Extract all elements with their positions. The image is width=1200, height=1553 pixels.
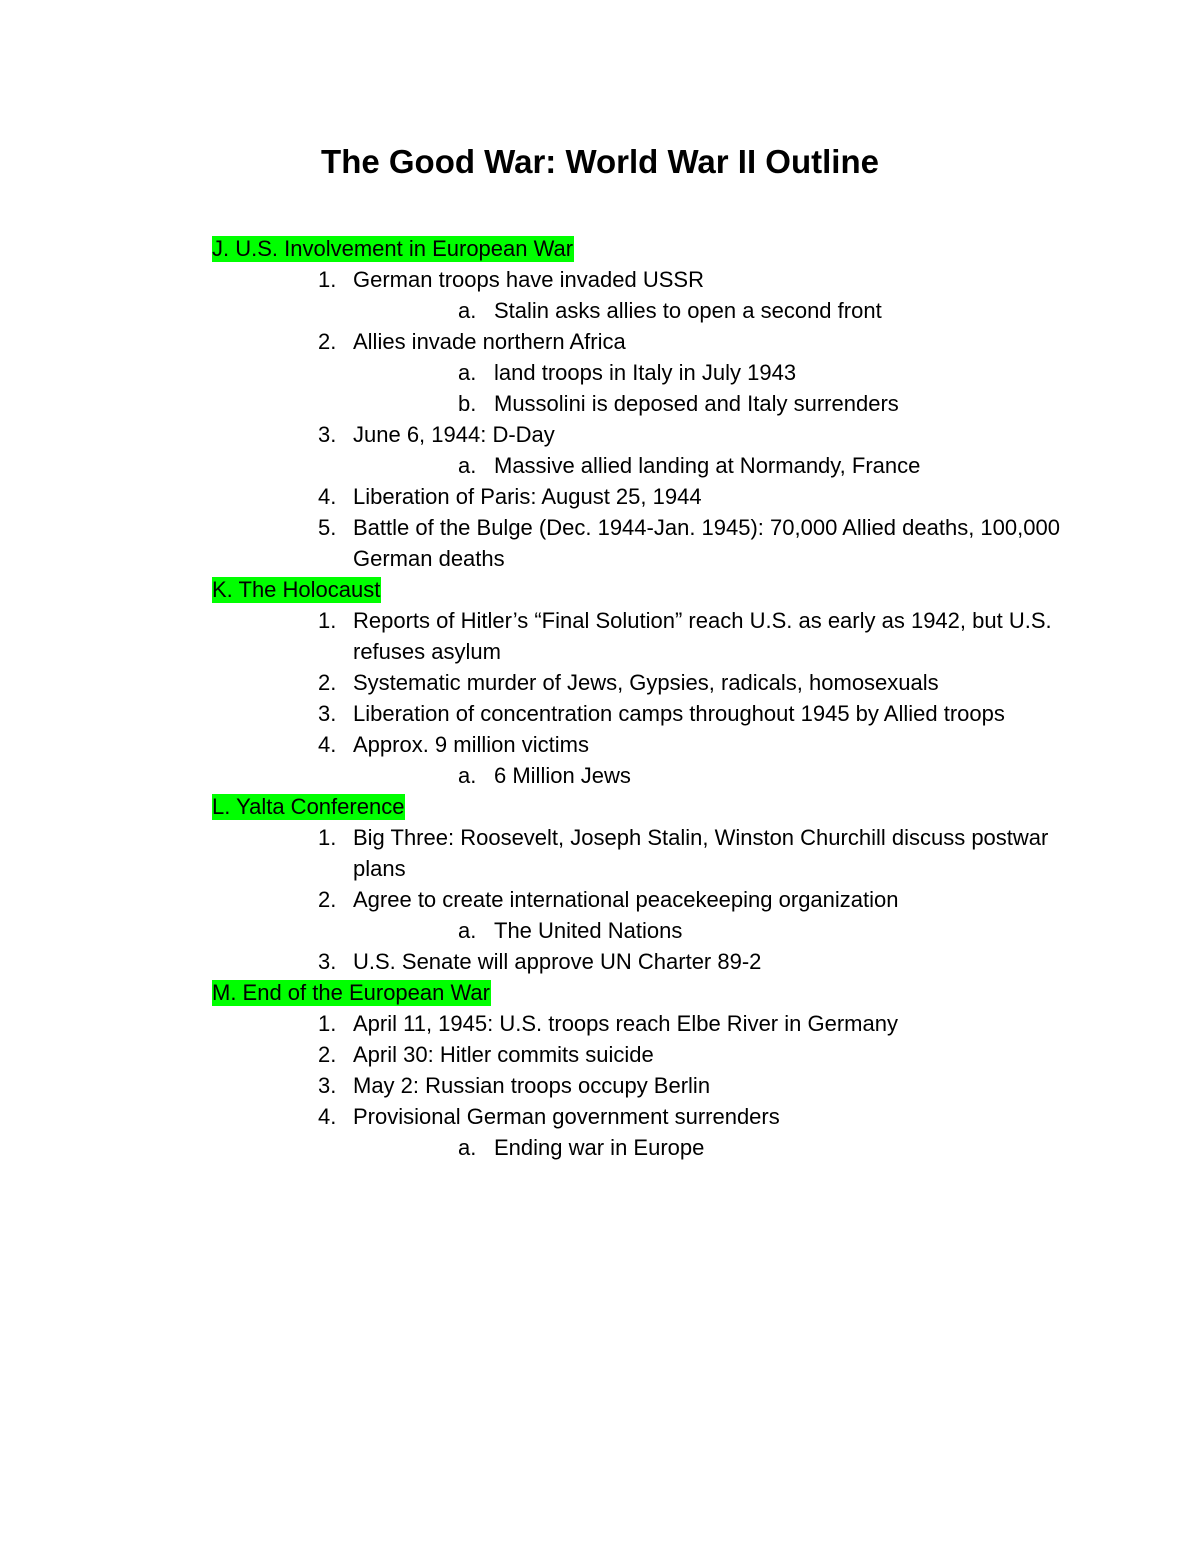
list-item-text: Approx. 9 million victims (353, 732, 589, 757)
list-item-text: Liberation of Paris: August 25, 1944 (353, 484, 702, 509)
list-item (212, 605, 1073, 667)
sub-list-item-text: Ending war in Europe (494, 1135, 705, 1160)
sub-list-item-letter: b. (458, 391, 477, 416)
sub-list-item (212, 295, 1112, 326)
sub-list-item (212, 760, 1112, 791)
section-heading-text: K. The Holocaust (212, 577, 381, 602)
list-item (212, 1008, 1073, 1039)
list-item-text: Allies invade northern Africa (353, 329, 626, 354)
list-item-text: Big Three: Roosevelt, Joseph Stalin, Winston Churchill discuss postwar plans (353, 825, 1049, 881)
list-item-text: April 30: Hitler commits suicide (353, 1042, 654, 1067)
section-heading (212, 791, 1112, 822)
list-item-text: April 11, 1945: U.S. troops reach Elbe River in Germany (353, 1011, 898, 1036)
list-item-text: German troops have invaded USSR (353, 267, 704, 292)
sub-list-item-text: The United Nations (494, 918, 683, 943)
list-item-text: U.S. Senate will approve UN Charter 89-2 (353, 949, 762, 974)
page-title: The Good War: World War II Outline (321, 143, 879, 180)
sub-list-item-text: 6 Million Jews (494, 763, 631, 788)
list-item-number: 4. (318, 732, 337, 757)
list-item-number: 1. (318, 608, 337, 633)
list-item-number: 1. (318, 825, 337, 850)
list-item (212, 326, 1073, 357)
list-item-number: 2. (318, 1042, 337, 1067)
sub-list-item (212, 915, 1112, 946)
list-item-text: Liberation of concentration camps throughout 1945 by Allied troops (353, 701, 1005, 726)
list-item-text: May 2: Russian troops occupy Berlin (353, 1073, 711, 1098)
list-item-number: 3. (318, 422, 337, 447)
list-item-text: Systematic murder of Jews, Gypsies, radicals, homosexuals (353, 670, 939, 695)
list-item-number: 2. (318, 670, 337, 695)
list-item-text: Agree to create international peacekeeping organization (353, 887, 899, 912)
section-heading-text: L. Yalta Conference (212, 794, 405, 819)
list-item-number: 5. (318, 515, 337, 540)
sub-list-item-letter: a. (458, 918, 477, 943)
sub-list-item (212, 388, 1112, 419)
list-item (212, 481, 1073, 512)
outline (212, 233, 1112, 1163)
list-item-text: Provisional German government surrenders (353, 1104, 780, 1129)
section-heading (212, 977, 1112, 1008)
sub-list-item-text: Mussolini is deposed and Italy surrenders (494, 391, 899, 416)
list-item-text: Battle of the Bulge (Dec. 1944-Jan. 1945): 70,000 Allied deaths, 100,000 German deaths (353, 515, 1060, 571)
section-heading-text: J. U.S. Involvement in European War (212, 236, 574, 261)
sub-list-item-letter: a. (458, 1135, 477, 1160)
sub-list-item-text: land troops in Italy in July 1943 (494, 360, 797, 385)
list-item (212, 419, 1073, 450)
sub-list-item-letter: a. (458, 763, 477, 788)
list-item (212, 512, 1073, 574)
list-item (212, 1039, 1073, 1070)
sub-list-item (212, 1132, 1112, 1163)
list-item (212, 884, 1073, 915)
list-item-number: 2. (318, 329, 337, 354)
list-item-number: 3. (318, 949, 337, 974)
list-item-text: June 6, 1944: D-Day (353, 422, 555, 447)
list-item (212, 698, 1073, 729)
sub-list-item (212, 357, 1112, 388)
list-item (212, 667, 1073, 698)
section-heading (212, 233, 1112, 264)
list-item-number: 4. (318, 484, 337, 509)
section-heading-text: M. End of the European War (212, 980, 490, 1005)
sub-list-item-letter: a. (458, 453, 477, 478)
list-item-number: 3. (318, 701, 337, 726)
list-item-number: 1. (318, 1011, 337, 1036)
sub-list-item-letter: a. (458, 360, 477, 385)
list-item (212, 729, 1073, 760)
list-item (212, 946, 1073, 977)
list-item (212, 1070, 1073, 1101)
list-item (212, 822, 1073, 884)
list-item-number: 4. (318, 1104, 337, 1129)
section-heading (212, 574, 1112, 605)
list-item-number: 1. (318, 267, 337, 292)
sub-list-item-letter: a. (458, 298, 477, 323)
sub-list-item-text: Stalin asks allies to open a second front (494, 298, 882, 323)
list-item-number: 3. (318, 1073, 337, 1098)
list-item-number: 2. (318, 887, 337, 912)
list-item (212, 1101, 1073, 1132)
sub-list-item (212, 450, 1112, 481)
list-item-text: Reports of Hitler’s “Final Solution” reach U.S. as early as 1942, but U.S. refuses asylum (353, 608, 1052, 664)
list-item (212, 264, 1073, 295)
sub-list-item-text: Massive allied landing at Normandy, France (494, 453, 921, 478)
